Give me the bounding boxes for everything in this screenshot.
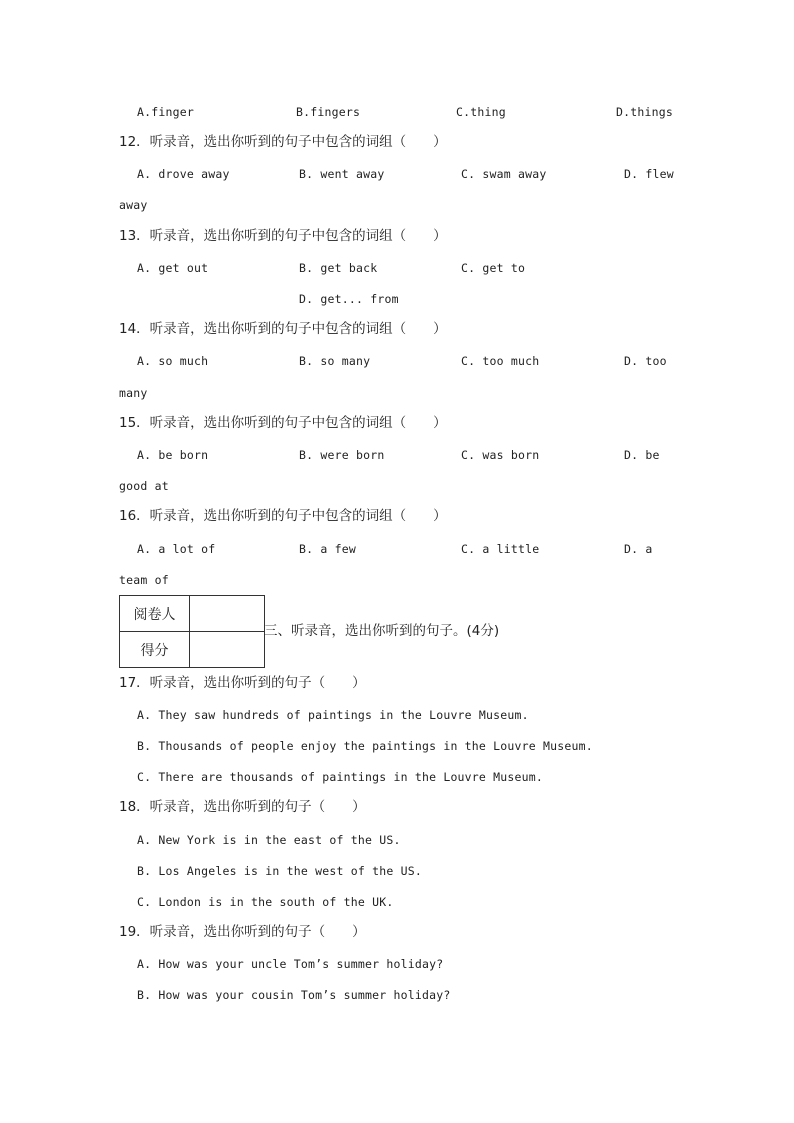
q14-option-c: C. too much <box>461 354 540 368</box>
q17-option-b: B. Thousands of people enjoy the paintings in the Louvre Museum. <box>137 739 593 753</box>
q17-stem: 17．听录音，选出你听到的句子（ ） <box>119 675 366 691</box>
q14-option-a: A. so much <box>137 354 209 368</box>
q14-option-d: D. too <box>624 354 667 368</box>
q16-option-d-continued: team of <box>119 573 169 587</box>
q12-option-b: B. went away <box>299 167 385 181</box>
q15-option-d: D. be <box>624 448 660 462</box>
score-box <box>119 595 265 668</box>
q14-stem: 14．听录音，选出你听到的句子中包含的词组（ ） <box>119 321 447 337</box>
q11-option-b: B.fingers <box>296 105 361 119</box>
reviewer-label: 阅卷人 <box>120 596 190 632</box>
q12-option-d-continued: away <box>119 198 148 212</box>
q18-stem: 18．听录音，选出你听到的句子（ ） <box>119 799 366 815</box>
q15-option-c: C. was born <box>461 448 540 462</box>
q13-option-d: D. get... from <box>299 292 399 306</box>
q11-option-c: C.thing <box>456 105 506 119</box>
q12-option-d: D. flew <box>624 167 674 181</box>
q12-option-c: C. swam away <box>461 167 547 181</box>
q16-option-c: C. a little <box>461 542 540 556</box>
q17-option-c: C. There are thousands of paintings in the Louvre Museum. <box>137 770 544 784</box>
q15-option-a: A. be born <box>137 448 209 462</box>
reviewer-cell[interactable] <box>190 596 265 632</box>
q12-option-a: A. drove away <box>137 167 230 181</box>
q14-option-b: B. so many <box>299 354 371 368</box>
q13-stem: 13．听录音，选出你听到的句子中包含的词组（ ） <box>119 228 447 244</box>
q18-option-b: B. Los Angeles is in the west of the US. <box>137 864 422 878</box>
q11-option-d: D.things <box>616 105 673 119</box>
q16-option-d: D. a <box>624 542 653 556</box>
q11-option-a: A.finger <box>137 105 194 119</box>
q13-option-b: B. get back <box>299 261 378 275</box>
q15-option-d-continued: good at <box>119 479 169 493</box>
q18-option-c: C. London is in the south of the UK. <box>137 895 394 909</box>
score-cell[interactable] <box>190 632 265 668</box>
q19-option-b: B. How was your cousin Tom’s summer holiday? <box>137 988 451 1002</box>
section-3-title: 三、听录音，选出你听到的句子。(4分) <box>264 623 500 639</box>
score-label: 得分 <box>120 632 190 668</box>
q14-option-d-continued: many <box>119 386 148 400</box>
q15-stem: 15．听录音，选出你听到的句子中包含的词组（ ） <box>119 415 447 431</box>
q15-option-b: B. were born <box>299 448 385 462</box>
q19-option-a: A. How was your uncle Tom’s summer holiday? <box>137 957 444 971</box>
q16-option-a: A. a lot of <box>137 542 216 556</box>
q18-option-a: A. New York is in the east of the US. <box>137 833 401 847</box>
q13-option-c: C. get to <box>461 261 526 275</box>
q16-stem: 16．听录音，选出你听到的句子中包含的词组（ ） <box>119 508 447 524</box>
q19-stem: 19．听录音，选出你听到的句子（ ） <box>119 924 366 940</box>
q16-option-b: B. a few <box>299 542 356 556</box>
q17-option-a: A. They saw hundreds of paintings in the Louvre Museum. <box>137 708 529 722</box>
q12-stem: 12．听录音，选出你听到的句子中包含的词组（ ） <box>119 134 447 150</box>
q13-option-a: A. get out <box>137 261 209 275</box>
